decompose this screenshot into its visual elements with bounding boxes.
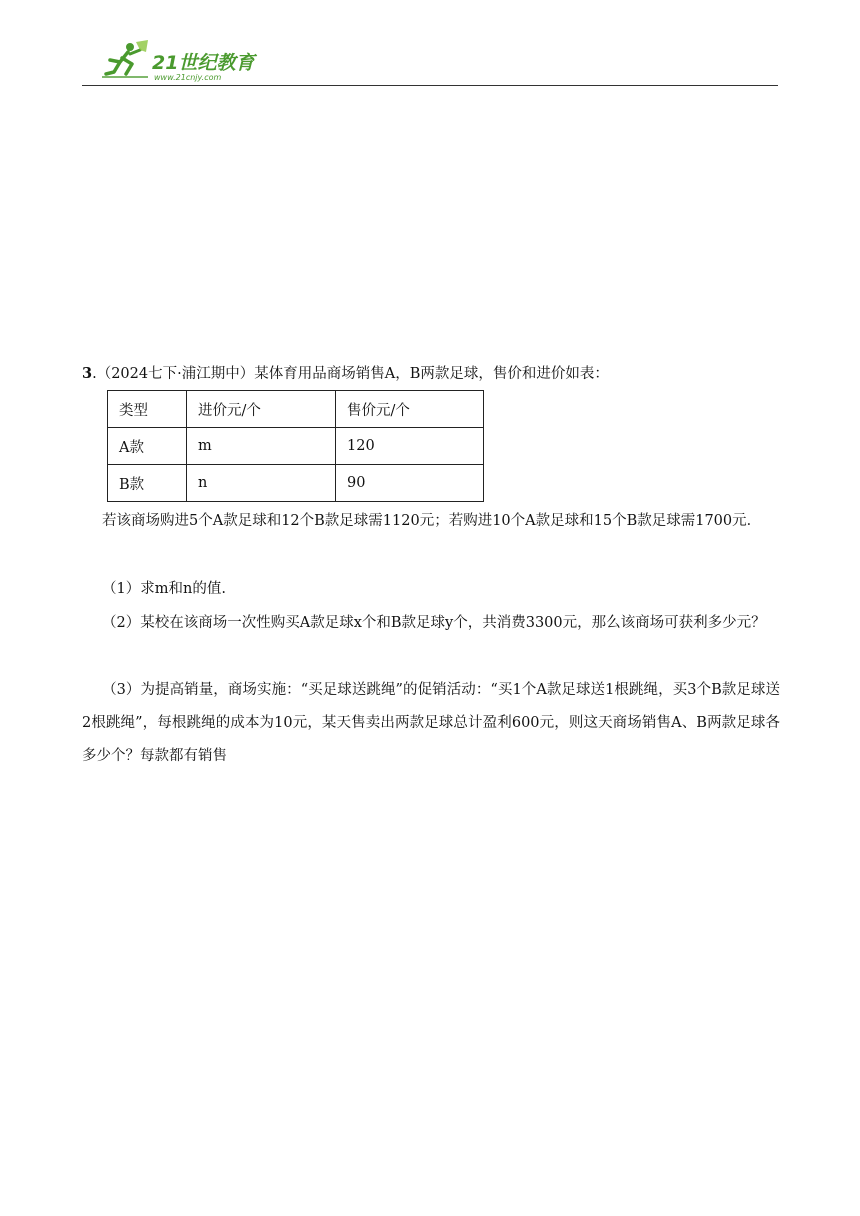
question-heading: 3.（2024七下·浦江期中）某体育用品商场销售A，B两款足球，售价和进价如表： bbox=[82, 365, 609, 382]
table-header-cell: 类型 bbox=[108, 391, 187, 428]
table-header-cell: 售价元/个 bbox=[336, 391, 484, 428]
sub-question-3-text: （3）为提高销量，商场实施：“买足球送跳绳”的促销活动：“买1个A款足球送1根跳绳，买3个B款足球送2根跳绳”，每根跳绳的成本为10元，某天售卖出两款足球总计盈利600元，则这天商场销售A、B两款足球各多少个？每款都有销售 bbox=[82, 682, 780, 764]
runner-icon bbox=[106, 40, 148, 74]
logo-url: www.21cnjy.com bbox=[154, 73, 222, 82]
table-cell: 90 bbox=[336, 465, 484, 502]
table-cell: m bbox=[187, 428, 336, 465]
table-row bbox=[108, 465, 484, 502]
question-number: 3 bbox=[82, 365, 93, 382]
question-source: （2024七下·浦江期中） bbox=[96, 366, 255, 382]
table-header-row bbox=[108, 391, 484, 428]
site-logo bbox=[100, 38, 275, 84]
table-cell: 120 bbox=[336, 428, 484, 465]
intro-text: 若该商场购进5个A款足球和12个B款足球需1120元；若购进10个A款足球和15个B款足球需1700元． bbox=[102, 513, 762, 529]
question-stem: 某体育用品商场销售A，B两款足球，售价和进价如表： bbox=[254, 366, 609, 382]
intro-paragraph bbox=[82, 505, 780, 538]
sub-question-2 bbox=[82, 607, 780, 640]
price-table bbox=[107, 390, 484, 502]
sub-question-2-text: （2）某校在该商场一次性购买A款足球x个和B款足球y个，共消费3300元，那么该商场可获利多少元？ bbox=[102, 615, 766, 631]
logo-text: 21世纪教育 bbox=[152, 52, 255, 74]
sub-question-3 bbox=[82, 674, 780, 773]
table-cell: B款 bbox=[108, 465, 187, 502]
sub-question-1-text: （1）求m和n的值. bbox=[102, 581, 226, 597]
table-header-cell: 进价元/个 bbox=[187, 391, 336, 428]
header-rule bbox=[82, 85, 778, 86]
sub-question-1 bbox=[82, 573, 780, 606]
table-row bbox=[108, 428, 484, 465]
table-cell: A款 bbox=[108, 428, 187, 465]
table-cell: n bbox=[187, 465, 336, 502]
